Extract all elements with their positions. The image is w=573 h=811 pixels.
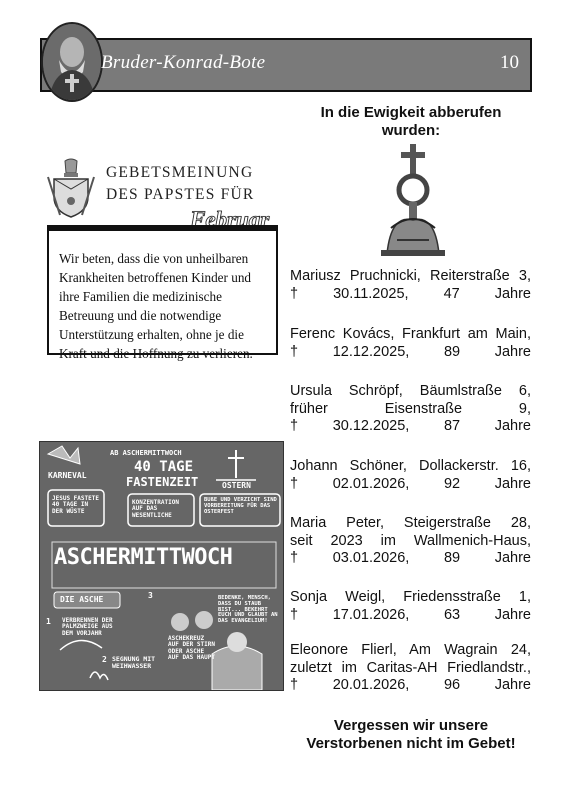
prayer-month: Februar (190, 207, 270, 232)
entry-line: früher Eisenstraße 9, (290, 400, 531, 417)
entry-age: 89 (443, 343, 461, 360)
poster-jesus-fastete: JESUS FASTETE 40 TAGE IN DER WÜSTE (52, 495, 99, 515)
poster-segnung: SEGNUNG MIT WEIHWASSER (112, 655, 156, 670)
poster-number-3: 3 (148, 591, 153, 600)
poster-number-1: 1 (46, 617, 51, 626)
page-number: 10 (500, 52, 519, 73)
entry-unit: Jahre (494, 343, 531, 360)
poster-ab-label: AB ASCHERMITTWOCH (110, 449, 182, 457)
entry-date: 30.12.2025, (332, 418, 410, 434)
entry-unit: Jahre (494, 418, 531, 434)
entry-line: zuletzt im Caritas-AH Friedlandstr., (290, 659, 531, 676)
entry-age: 63 (443, 606, 461, 623)
entry-age: 89 (443, 550, 461, 566)
aschermittwoch-poster (39, 441, 284, 691)
entry-line: Sonja Weigl, Friedensstraße 1, (290, 589, 531, 605)
bruder-konrad-portrait (41, 22, 103, 102)
papal-coat-of-arms-icon (46, 157, 96, 219)
poster-main-title: ASCHERMITTWOCH (54, 545, 233, 570)
entry-line: Ursula Schröpf, Bäumlstraße 6, (290, 383, 531, 399)
entry-age: 96 (443, 677, 461, 693)
obituary-title: In die Ewigkeit abberufen wurden: (320, 104, 502, 139)
poster-die-asche: DIE ASCHE (60, 595, 104, 604)
obituary-entry (290, 589, 531, 624)
obituary-entry (290, 458, 531, 493)
entry-age: 92 (443, 475, 461, 492)
entry-unit: Jahre (494, 606, 531, 623)
entry-unit: Jahre (494, 285, 531, 302)
poster-number-2: 2 (102, 655, 107, 664)
entry-date: 03.01.2026, (332, 550, 410, 566)
obituary-entry (290, 326, 531, 361)
entry-unit: Jahre (494, 475, 531, 492)
entry-date: 12.12.2025, (332, 343, 410, 360)
poster-aschekreuz: ASCHEKREUZ AUF DER STIRN ODER ASCHE AUF DAS HAUPT (168, 635, 215, 661)
entry-line: Mariusz Pruchnicki, Reiterstraße 3, (290, 268, 531, 284)
prayer-heading-line-1: GEBETSMEINUNG (106, 164, 254, 181)
entry-line: seit 2023 im Wallmenich-Haus, (290, 532, 531, 549)
prayer-intention-box (47, 225, 278, 361)
prayer-intention-text: Wir beten, dass die von unheilbaren Krankheiten betroffenen Kinder und ihre Familien die medizinische Betreuung und die notwendige Unterstützung erhalten, ohne je die Kraft und die Hoffnung zu verlieren. (59, 251, 253, 361)
obituary-entry (290, 268, 531, 303)
poster-fastenzeit: FASTENZEIT (126, 475, 199, 489)
obituary-entry (290, 383, 531, 436)
entry-line: Johann Schöner, Dollackerstr. 16, (290, 458, 531, 474)
poster-konzentration: KONZENTRATION AUF DAS WESENTLICHE (132, 499, 179, 519)
prayer-heading-line-2: DES PAPSTES FÜR (106, 186, 255, 203)
entry-line: Maria Peter, Steigerstraße 28, (290, 515, 531, 531)
cross-symbol: † (290, 677, 299, 693)
cross-symbol: † (290, 606, 299, 623)
poster-verbrennen: VERBRENNEN DER PALMZWEIGE AUS DEM VORJAHR (62, 617, 113, 637)
obituary-entry (290, 515, 531, 568)
cross-symbol: † (290, 418, 299, 434)
cross-symbol: † (290, 343, 299, 360)
cross-symbol: † (290, 550, 299, 566)
publication-title: Bruder-Konrad-Bote (101, 52, 266, 73)
entry-age: 87 (443, 418, 461, 434)
entry-date: 17.01.2026, (332, 606, 410, 623)
poster-ostern: OSTERN (222, 481, 251, 490)
entry-line: Ferenc Kovács, Frankfurt am Main, (290, 326, 531, 342)
poster-karneval: KARNEVAL (48, 471, 87, 480)
entry-line: Eleonore Flierl, Am Wagrain 24, (290, 642, 531, 658)
obituary-entry (290, 642, 531, 695)
cross-symbol: † (290, 285, 299, 302)
poster-40-tage: 40 TAGE (134, 459, 194, 475)
entry-date: 20.01.2026, (332, 677, 410, 693)
entry-date: 02.01.2026, (332, 475, 410, 492)
cross-symbol: † (290, 475, 299, 492)
entry-unit: Jahre (494, 677, 531, 693)
entry-unit: Jahre (494, 550, 531, 566)
entry-age: 47 (443, 285, 460, 302)
poster-bedenke: BEDENKE, MENSCH, DASS DU STAUB BIST... BEKEHRT EUCH UND GLAUBT AN DAS EVANGELIUM! (218, 595, 278, 625)
poster-busse: BUßE UND VERZICHT SIND VORBEREITUNG FÜR DAS OSTERFEST (204, 497, 277, 515)
entry-date: 30.11.2025, (333, 285, 409, 302)
memorial-cross-icon (377, 144, 449, 256)
closing-message: Vergessen wir unsere Verstorbenen nicht im Gebet! (306, 717, 516, 752)
